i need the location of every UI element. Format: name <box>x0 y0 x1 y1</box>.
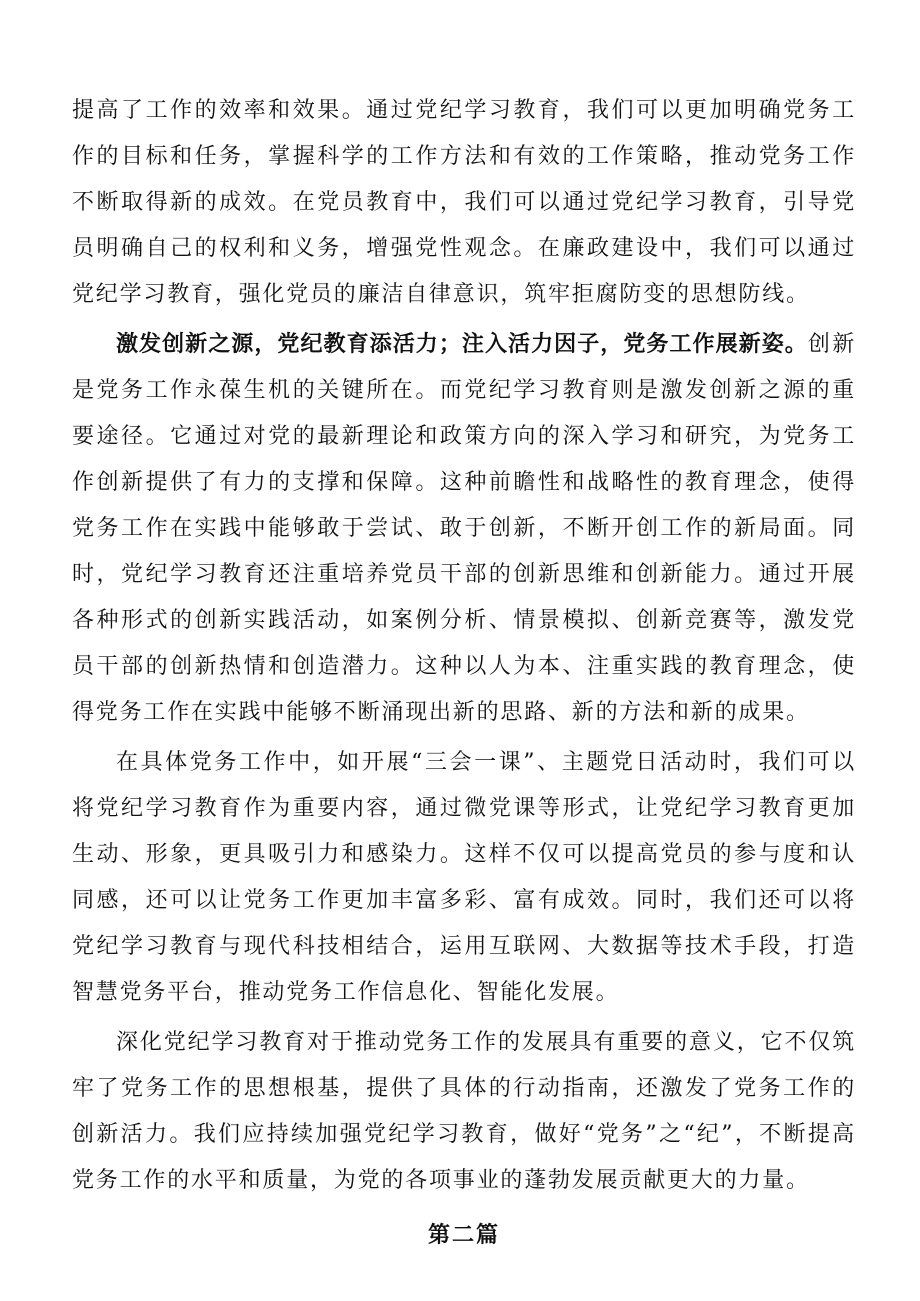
paragraph-4-text: 深化党纪学习教育对于推动党务工作的发展具有重要的意义，它不仅筑牢了党务工作的思想根基，提供了具体的行动指南，还激发了党务工作的创新活力。我们应持续加强党纪学习教育，做好“党务”之“纪”，不断提高党务工作的水平和质量，为党的各项事业的蓬勃发展贡献更大的力量。 <box>72 1030 856 1193</box>
paragraph-2 <box>72 322 856 736</box>
paragraph-3 <box>72 740 856 1016</box>
paragraph-2-lead: 激发创新之源，党纪教育添活力；注入活力因子，党务工作展新姿。 <box>116 332 808 357</box>
document-page <box>72 88 856 1258</box>
paragraph-1 <box>72 88 856 318</box>
paragraph-1-text: 提高了工作的效率和效果。通过党纪学习教育，我们可以更加明确党务工作的目标和任务，掌握科学的工作方法和有效的工作策略，推动党务工作不断取得新的成效。在党员教育中，我们可以通过党纪学习教育，引导党员明确自己的权利和义务，增强党性观念。在廉政建设中，我们可以通过党纪学习教育，强化党员的廉洁自律意识，筑牢拒腐防变的思想防线。 <box>72 98 856 307</box>
paragraph-2-text: 创新是党务工作永葆生机的关键所在。而党纪学习教育则是激发创新之源的重要途径。它通过对党的最新理论和政策方向的深入学习和研究，为党务工作创新提供了有力的支撑和保障。这种前瞻性和战略性的教育理念，使得党务工作在实践中能够敢于尝试、敢于创新，不断开创工作的新局面。同时，党纪学习教育还注重培养党员干部的创新思维和创新能力。通过开展各种形式的创新实践活动，如案例分析、情景模拟、创新竞赛等，激发党员干部的创新热情和创造潜力。这种以人为本、注重实践的教育理念，使得党务工作在实践中能够不断涌现出新的思路、新的方法和新的成果。 <box>72 332 856 725</box>
paragraph-3-text: 在具体党务工作中，如开展“三会一课”、主题党日活动时，我们可以将党纪学习教育作为重要内容，通过微党课等形式，让党纪学习教育更加生动、形象，更具吸引力和感染力。这样不仅可以提高党员的参与度和认同感，还可以让党务工作更加丰富多彩、富有成效。同时，我们还可以将党纪学习教育与现代科技相结合，运用互联网、大数据等技术手段，打造智慧党务平台，推动党务工作信息化、智能化发展。 <box>72 750 856 1005</box>
paragraph-4 <box>72 1020 856 1204</box>
section-title: 第二篇 <box>427 1222 500 1248</box>
